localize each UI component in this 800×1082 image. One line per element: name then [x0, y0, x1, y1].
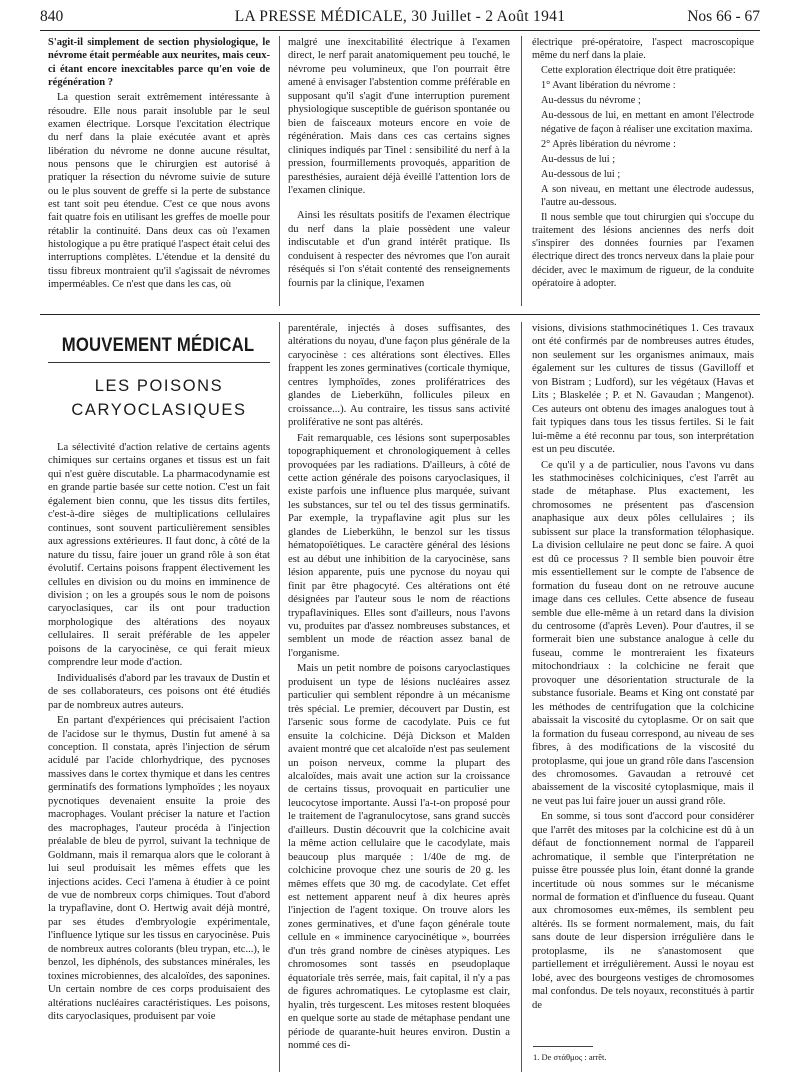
column-divider: [279, 36, 280, 306]
paragraph: Ce qu'il y a de particulier, nous l'avons vu dans les stathmocinèses colchiciniques, c'est l'arrêt au stade de métaphase. Plus exactement, les chromosomes ne présentent pas d'ascension anaphasique aux deux pôles cellulaires ; ils subissent sur place la transformation télophasique. La division cellulaire ne peut donc se faire. A quoi est dû ce processus ? Il semble bien pouvoir être mis essentiellement sur le compte de l'absence de formation du fuseau dont on ne retrouve aucune image dans ces cellules. Cette absence de fuseau semble due elle-même à un retard dans la division du centrosome (d'après Leven). Pour d'autres, il se formerait bien une substance analogue à celle du fuseau, comme le montreraient les fixateurs mitochondriaux : la colchicine ne ferait que provoquer une désorientation structurale de la substance fusoriale. Beams et King ont constaté par les méthodes de centrifugation que la colchicine abaissait la viscosité du cytoplasme. Or on sait que la formation du fuseau correspond, au niveau de ses fibres, à des modifications de la viscosité du protoplasme, qui joue un grand rôle dans l'ascension des chromosomes. Gavaudan a retrouvé cet abaissement de la viscosité cytoplasmique, mais il ne veut pas lui faire jouer un aussi grand rôle.: [532, 459, 754, 807]
page-number: 840: [40, 8, 64, 25]
list-item: 2° Après libération du névrome :: [541, 138, 676, 150]
list-item: Au-dessous de lui ;: [541, 168, 621, 180]
bottom-column-1: [48, 441, 270, 1025]
issue-number: Nos 66 - 67: [687, 8, 760, 25]
list-item: 1° Avant libération du névrome :: [541, 80, 676, 92]
paragraph: Individualisés d'abord par les travaux de Dustin et de ses collaborateurs, ces poisons ont été étudiés par de nombreux autres auteurs.: [48, 672, 270, 711]
paragraph: Il nous semble que tout chirurgien qui s'occupe du traitement des lésions anciennes des nerfs doit s'inspirer des données fournies par l'examen électrique direct des troncs nerveux dans la plaie pour décider, avec le maximum de rigueur, de la conduite opératoire à adopter.: [532, 212, 754, 289]
list-item: A son niveau, en mettant une électrode audessus, l'autre au-dessous.: [541, 183, 754, 209]
paragraph: visions, divisions stathmocinétiques 1. Ces travaux ont été confirmés par de nombreuses autres études, non seulement sur les organismes animaux, mais également sur les cultures de tissus (Gavilloff et von Bistram ; Ludford), sur les végétaux (Havas et Lits ; Blaskelée ; P. et N. Gavaudan ; Mangenot). Ces auteurs ont obtenu des images analogues tout à fait typiques dans tous les tissus fertiles. Si le fait lui-même a été reconnu par tous, son interprétation est un peu discutée.: [532, 323, 754, 456]
bottom-column-3: [532, 322, 754, 1014]
article-title-line: CARYOCLASIQUES: [71, 401, 247, 419]
column-divider: [521, 36, 522, 306]
column-divider: [279, 322, 280, 1072]
top-column-3: [532, 36, 754, 292]
article-title-line: LES POISONS: [94, 377, 224, 395]
paragraph: parentérale, injectés à doses suffisantes, des altérations du noyau, d'une façon plus générale de la caryocinèse : ces altérations sont électives. Elles frappent les zones germinatives (corticale thymique, centres lymphoïdes, zones prolifératrices des glandes de Lieberkühn, follicules pileux en croissance...). Au contraire, les tissus sans activité proliférative ne sont pas altérés.: [288, 323, 510, 429]
paragraph: électrique pré-opératoire, l'aspect macroscopique même du nerf dans la plaie.: [532, 37, 754, 62]
paragraph: En somme, si tous sont d'accord pour considérer que l'arrêt des mitoses par la colchicine est dû à un défaut de fonctionnement normal de l'appareil achromatique, il semble que l'interprétation ne puisse être poussée plus loin, étant donné la grande incertitude où nous sommes sur le mécanisme normal de formation et d'influence du fuseau. Quant aux chromosomes eux-mêmes, ils semblent peu altérés. Ils se forment normalement, mais, du fait sans doute de leur dispersion irrégulière dans le protoplasme, ils ne s'anastomosent que partiellement et irrégulièrement. Aussi le noyau est lobé, avec des bourgeons vestiges de chromosomes mal confondus. De tels noyaux, reconstitués à partir de: [532, 811, 754, 1011]
journal-title: LA PRESSE MÉDICALE, 30 Juillet - 2 Août 1941: [234, 8, 566, 25]
paragraph: Mais un petit nombre de poisons caryoclastiques produisent un type de lésions nucléaires assez particulier qui semblent répondre à un mécanisme très spécial. Le premier, découvert par Dustin, est l'arsenic sous forme de cacodylate. Puis ce fut ensuite la colchicine. Déjà Dickson et Malden avaient montré que cet alcaloïde n'est pas seulement un poison nerveux, comme la plupart des alcaloïdes, mais avait une action sur la croissance de certains tissus, provoquait en particulier une leucocytose importante. Aussi l'a-t-on proposé pour le traitement de l'agranulocytose, sans grand succès d'ailleurs. Dustin découvrit que la colchicine avait la même action cellulaire que le cacodylate, mais beaucoup plus marquée : 1/40e de mg. de colchicine provoque chez une souris de 20 g. les mêmes effets que 30 mg. de cacodylate. Cet effet est nettement apparent neuf à dix heures après l'injection de l'agent toxique. On trouve alors les zones germinatives, et d'une façon générale toute cellule en « imminence caryocinétique », bourrées d'un très grand nombre de cinèses atypiques. Les chromosomes sont tassés en pseudoplaque équatoriale très serrée, mais, fait capital, il n'y a pas de figures achromatiques. Le cytoplasme est clair, hyalin, très turgescent. Les mitoses restent bloquées en quelque sorte au stade de métaphase pendant une période de quarante-huit heures environ. Dustin a nommé ces di-: [288, 663, 510, 1052]
paragraph: Fait remarquable, ces lésions sont superposables topographiquement et chronologiquement à celles provoquées par les radiations. D'ailleurs, à côté de cette action générale des poisons caryoclasiques, il existe parfois une influence plus marquée, suivant les substances, sur tel ou tel des tissus germinatifs. Par exemple, la trypaflavine agit plus sur les glandes de Lieberkühn, le benzol sur les tissus hématopoïétiques. Le caractère général des lésions est au début une inhibition de la caryocinèse, sans lésion apparente, puis une pycnose du noyau qui finit par être phagocyté. Ces altérations ont été désignées par l'auteur sous le nom de réactions trypaflaviniques. Elles sont d'ailleurs, nous l'avons vu, produites par d'assez nombreuses substances, et semblent un mode de réaction assez banal de l'organisme.: [288, 432, 510, 659]
footnote-rule: [533, 1046, 593, 1047]
paragraph: La question serait extrêmement intéressante à résoudre. Elle nous parait insoluble par le seul examen électrique. Lorsque l'excitation électrique du nerf dans la plaie exécutée avant et après libération du névrome ne donne aucune résultat, nous pensons que le chirurgien est autorisé à pratiquer la résection du névrome suivie de suture ou le plus souvent de greffe si la perte de substance est tant soit peu étendue. C'est ce que nous avons fait quatre fois en utilisant les greffes de moelle pour rétablir la continuité. Dans deux cas où l'examen histologique a pu être pratiqué l'aspect était celui des interruptions complètes. L'étendue et la densité du tissu fibreux montraient qu'il s'agissait de névromes imperméables. Ce n'est que dans les cas, où: [48, 92, 270, 290]
paragraph: S'agit-il simplement de section physiologique, le névrome était perméable aux neurites, mais ceux-ci étant encore inexcitables parce qu'en voie de régénération ?: [48, 37, 270, 88]
page-header: [40, 8, 760, 31]
title-rule: [48, 362, 270, 363]
list-item: Au-dessus du névrome ;: [541, 95, 641, 107]
article-title: [48, 374, 270, 422]
section-title: MOUVEMENT MÉDICAL: [61, 335, 255, 356]
paragraph: Ainsi les résultats positifs de l'examen électrique du nerf dans la plaie possèdent une valeur indiscutable et d'un grand intérêt pratique. Ils conduisent à respecter des névromes que l'on aurait réséqués si l'on s'était contenté des renseignements fournis par la clinique, l'examen: [288, 210, 510, 289]
paragraph: La sélectivité d'action relative de certains agents chimiques sur certains organes et tissus est un fait qui n'est guère discutable. La pharmacodynamie est en grande partie basée sur cette notion. C'est un fait également bien connu, que les tissus dits fertiles, c'est-à-dire sièges de multiplications cellulaires continues, sont souvent particulièrement sensibles aux agressions extérieures. Il faut donc, à côté de la nature du tissu, faire jouer un grand rôle à son état évolutif. Certains poisons frappent électivement les cellules en division ou du moins en imminence de division ; on les a groupés sous le nom de poisons caryoclasiques, car ils ont pour traduction morphologique des altérations des noyaux cellulaires. Il serait préférable de les appeler poisons de la caryocinèse, ce qui ferait mieux comprendre leur mode d'action.: [48, 442, 270, 669]
section-divider: [40, 314, 760, 315]
paragraph: Cette exploration électrique doit être pratiquée:: [541, 65, 736, 77]
footnote: 1. De στάθμος : arrêt.: [533, 1052, 607, 1062]
top-column-1: [48, 36, 270, 293]
paragraph: malgré une inexcitabilité électrique à l'examen direct, le nerf parait anatomiquement peu touché, le névrome peu volumineux, que l'on pourrait être amené à envisager l'abstention comme préférable en supposant qu'il s'agit d'une interruption purement physiologique susceptible de guérison spontanée ou bien de faisceaux moteurs encore en voie de régénération. Mais dans ces cas certains signes cliniques indiqués par Tinel : sensibilité du nerf à la pression, fourmillements provoqués, apparition de paresthésies, auraient déjà éveillé l'attention lors de l'examen clinique.: [288, 37, 510, 196]
bottom-column-2: [288, 322, 510, 1054]
column-divider: [521, 322, 522, 1072]
top-column-2: [288, 36, 510, 292]
list-item: Au-dessus de lui ;: [541, 153, 616, 165]
paragraph: En partant d'expériences qui précisaient l'action de l'acidose sur le thymus, Dustin fut amené à sa conception. Il constata, après l'injection de sérum acidulé par l'acide chlorhydrique, des pycnoses massives dans le cortex thymique et dans les centres germinatifs des formations lymphoïdes ; les noyaux pycnotiques devenaient ensuite la proie des macrophages. Voulant préciser la nature et l'action des macrophages, l'auteur procéda à l'injection préalable de bleu de pyrrol, suivant la technique de Goldmann, mais il remarqua alors que le colorant à lui seul produisait les mêmes effets que les injections acides. Ceci l'amena à étudier à ce point de vue de nombreux corps chimiques. Tout d'abord la trypaflavine, dont O. Hertwig avait déjà montré, par ses études d'embryologie expérimentale, l'influence lytique sur les tissus en caryocinèse. Puis de nombreux autres colorants (bleu trypan, etc...), le benzol, les diphénols, des substances minérales, les toxines microbiennes, des alcaloïdes, des saponines. Un certain nombre de ces corps produisaient des altérations nucléaires caractéristiques. Les poisons, dits caryoclasiques, produisent par voie: [48, 715, 270, 1023]
list-item: Au-dessous de lui, en mettant en amont l'électrode négative de façon à réaliser une excitation maxima.: [541, 110, 754, 135]
